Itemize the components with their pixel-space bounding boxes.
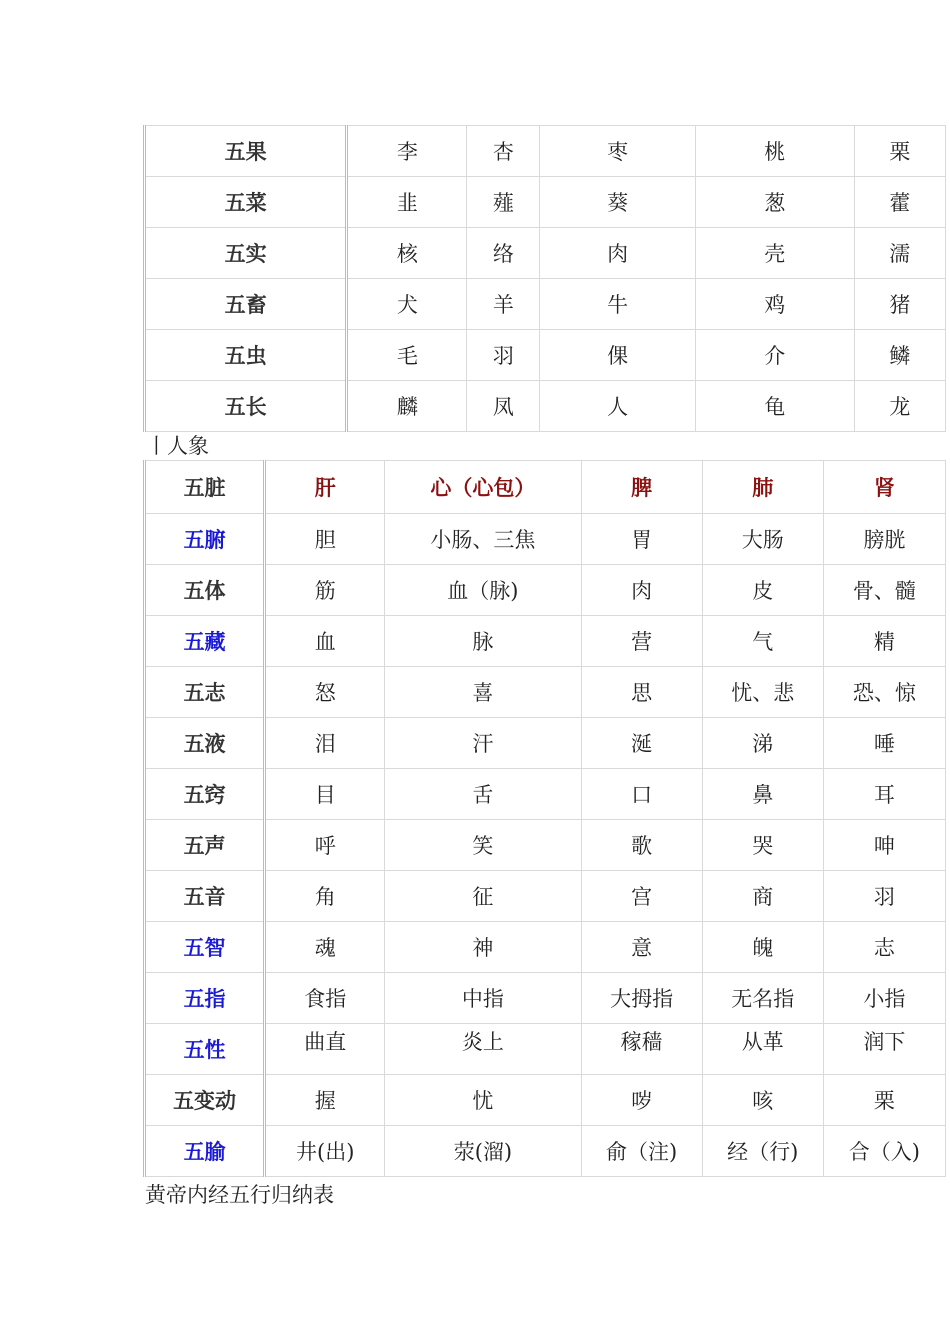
table-cell: 稼穑 (581, 1024, 702, 1075)
table-cell: 鼻 (702, 769, 823, 820)
table-cell: 笑 (385, 820, 581, 871)
table-cell: 歌 (581, 820, 702, 871)
row-label: 五音 (145, 871, 265, 922)
table-cell: 脉 (385, 616, 581, 667)
row-label: 五智 (145, 922, 265, 973)
row-label: 五指 (145, 973, 265, 1024)
table-cell: 涕 (702, 718, 823, 769)
table-cell: 肉 (581, 565, 702, 616)
table-row (145, 769, 946, 820)
table-row (145, 126, 946, 177)
table-cell: 气 (702, 616, 823, 667)
table-cell: 口 (581, 769, 702, 820)
row-label: 五藏 (145, 616, 265, 667)
table-cell: 小指 (823, 973, 945, 1024)
table-row (145, 330, 946, 381)
table-cell: 肉 (540, 228, 695, 279)
table-cell: 思 (581, 667, 702, 718)
table-cell: 筋 (265, 565, 385, 616)
table-cell: 栗 (854, 126, 945, 177)
table-row (145, 514, 946, 565)
table-cell: 魄 (702, 922, 823, 973)
row-label: 五体 (145, 565, 265, 616)
table-cell: 炎上 (385, 1024, 581, 1075)
table-cell: 合（入) (823, 1126, 945, 1177)
table-cell: 忧、悲 (702, 667, 823, 718)
table-cell: 涎 (581, 718, 702, 769)
header-cell: 心（心包） (385, 461, 581, 514)
table-cell: 润下 (823, 1024, 945, 1075)
row-label: 五腧 (145, 1126, 265, 1177)
table-row (145, 718, 946, 769)
table-cell: 中指 (385, 973, 581, 1024)
table-caption: 黄帝内经五行归纳表 (145, 1183, 334, 1207)
table-row (145, 871, 946, 922)
table-row (145, 616, 946, 667)
table-cell: 握 (265, 1075, 385, 1126)
row-label: 五窍 (145, 769, 265, 820)
table-row (145, 1075, 946, 1126)
table-cell: 征 (385, 871, 581, 922)
table-row (145, 1126, 946, 1177)
table-cell: 藿 (854, 177, 945, 228)
row-label: 五性 (145, 1024, 265, 1075)
header-cell: 肺 (702, 461, 823, 514)
table-cell: 龟 (695, 381, 854, 432)
table-cell: 呻 (823, 820, 945, 871)
table-row (145, 820, 946, 871)
table-cell: 鳞 (854, 330, 945, 381)
table-cell: 李 (347, 126, 467, 177)
table-cell: 羽 (467, 330, 540, 381)
table-header-row (145, 461, 946, 514)
table-cell: 枣 (540, 126, 695, 177)
table-cell: 栗 (823, 1075, 945, 1126)
table-cell: 曲直 (265, 1024, 385, 1075)
table-cell: 忧 (385, 1075, 581, 1126)
row-label: 五变动 (145, 1075, 265, 1126)
table-cell: 志 (823, 922, 945, 973)
table-cell: 血（脉) (385, 565, 581, 616)
row-label: 五虫 (145, 330, 347, 381)
table-cell: 骨、髓 (823, 565, 945, 616)
table-cell: 唾 (823, 718, 945, 769)
table-cell: 汗 (385, 718, 581, 769)
table-cell: 营 (581, 616, 702, 667)
table-cell: 杏 (467, 126, 540, 177)
table-row (145, 279, 946, 330)
table-cell: 核 (347, 228, 467, 279)
table-cell: 商 (702, 871, 823, 922)
table-cell: 鸡 (695, 279, 854, 330)
row-label: 五脏 (145, 461, 265, 514)
table-cell: 大肠 (702, 514, 823, 565)
table-row (145, 228, 946, 279)
table-cell: 毛 (347, 330, 467, 381)
table-cell: 咳 (702, 1075, 823, 1126)
table-cell: 胃 (581, 514, 702, 565)
row-label: 五畜 (145, 279, 347, 330)
table-cell: 龙 (854, 381, 945, 432)
table-cell: 大拇指 (581, 973, 702, 1024)
five-organs-table (143, 460, 946, 1177)
table-cell: 羊 (467, 279, 540, 330)
table-cell: 食指 (265, 973, 385, 1024)
row-label: 五腑 (145, 514, 265, 565)
table-cell: 无名指 (702, 973, 823, 1024)
table-cell: 喜 (385, 667, 581, 718)
section-caption: 丨人象 (146, 434, 209, 458)
table-cell: 桃 (695, 126, 854, 177)
header-cell: 肝 (265, 461, 385, 514)
table-row (145, 922, 946, 973)
table-cell: 麟 (347, 381, 467, 432)
table-cell: 皮 (702, 565, 823, 616)
table-cell: 目 (265, 769, 385, 820)
table-cell: 魂 (265, 922, 385, 973)
table-cell: 倮 (540, 330, 695, 381)
header-cell: 脾 (581, 461, 702, 514)
row-label: 五实 (145, 228, 347, 279)
food-animals-table (143, 125, 946, 432)
table-cell: 葵 (540, 177, 695, 228)
table-cell: 泪 (265, 718, 385, 769)
table-cell: 井(出) (265, 1126, 385, 1177)
table-cell: 小肠、三焦 (385, 514, 581, 565)
row-label: 五液 (145, 718, 265, 769)
row-label: 五声 (145, 820, 265, 871)
table-cell: 宫 (581, 871, 702, 922)
table-cell: 意 (581, 922, 702, 973)
header-cell: 肾 (823, 461, 945, 514)
row-label: 五长 (145, 381, 347, 432)
table-cell: 哭 (702, 820, 823, 871)
table-cell: 舌 (385, 769, 581, 820)
table-cell: 壳 (695, 228, 854, 279)
table-cell: 介 (695, 330, 854, 381)
table-row (145, 667, 946, 718)
table-cell: 猪 (854, 279, 945, 330)
row-label: 五果 (145, 126, 347, 177)
table-cell: 牛 (540, 279, 695, 330)
table-row (145, 1024, 946, 1075)
table-cell: 呼 (265, 820, 385, 871)
table-cell: 濡 (854, 228, 945, 279)
row-label: 五菜 (145, 177, 347, 228)
table-cell: 羽 (823, 871, 945, 922)
table-cell: 人 (540, 381, 695, 432)
table-cell: 韭 (347, 177, 467, 228)
table-cell: 神 (385, 922, 581, 973)
table-cell: 犬 (347, 279, 467, 330)
table-cell: 恐、惊 (823, 667, 945, 718)
table-cell: 精 (823, 616, 945, 667)
table-cell: 怒 (265, 667, 385, 718)
table-cell: 膀胱 (823, 514, 945, 565)
table-cell: 胆 (265, 514, 385, 565)
table-cell: 凤 (467, 381, 540, 432)
table-row (145, 381, 946, 432)
table-row (145, 177, 946, 228)
table-cell: 络 (467, 228, 540, 279)
table-cell: 薤 (467, 177, 540, 228)
table-row (145, 565, 946, 616)
row-label: 五志 (145, 667, 265, 718)
table-cell: 角 (265, 871, 385, 922)
table-cell: 哕 (581, 1075, 702, 1126)
table-cell: 耳 (823, 769, 945, 820)
table-cell: 经（行) (702, 1126, 823, 1177)
table-cell: 俞（注) (581, 1126, 702, 1177)
table-cell: 荥(溜) (385, 1126, 581, 1177)
table-cell: 血 (265, 616, 385, 667)
table-cell: 从革 (702, 1024, 823, 1075)
table-row (145, 973, 946, 1024)
table-cell: 葱 (695, 177, 854, 228)
